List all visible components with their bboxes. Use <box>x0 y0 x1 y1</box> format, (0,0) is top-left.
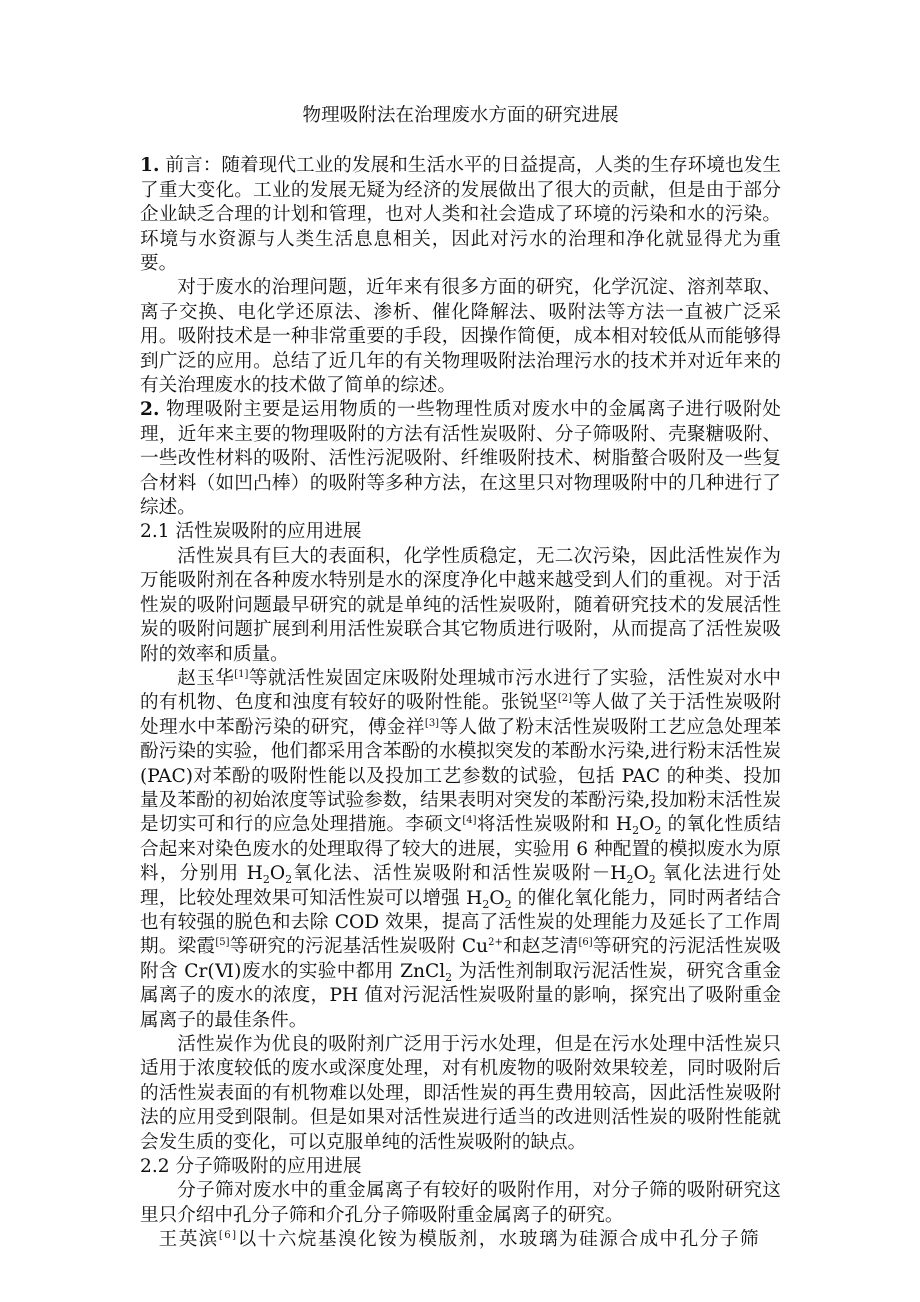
section-2-2-paragraph-1: 分子筛对废水中的重金属离子有较好的吸附作用，对分子筛的吸附研究这里只介绍中孔分子筛和介孔分子筛吸附重金属离子的研究。 <box>140 1180 781 1226</box>
text-run: 氧化法、活性炭吸附和活性炭吸附－H <box>292 863 627 885</box>
subscript-2: 2 <box>445 970 453 984</box>
text-run: 氧化法进行处理，比较处理效果可知活性炭可以增强 H <box>140 863 781 909</box>
text-run: 的催化氧化能力，同时两者结合也有较强的脱色和去除 COD 效果，提高了活性炭的处理能力及延长了工作周期。梁霞 <box>140 887 781 958</box>
subscript-2: 2 <box>262 873 270 887</box>
text-run: 和赵芝清 <box>502 936 579 958</box>
section-1-paragraph-2: 对于废水的治理问题，近年来有很多方面的研究，化学沉淀、溶剂萃取、离子交换、电化学还原法、渗析、催化降解法、吸附法等方法一直被广泛采用。吸附技术是一种非常重要的手段，因操作简便，成本相对较低从而能够得到广泛的应用。总结了近几年的有关物理吸附法治理污水的技术并对近年来的有关治理废水的技术做了简单的综述。 <box>140 277 781 397</box>
document-page <box>140 104 781 1253</box>
section-2-1-paragraph-3: 活性炭作为优良的吸附剂广泛用于污水处理，但是在污水处理中活性炭只适用于浓度较低的废水或深度处理，对有机废物的吸附效果较差，同时吸附后的活性炭表面的有机物难以处理，即活性炭的再生费用较高，因此活性炭吸附法的应用受到限制。但是如果对活性炭进行适当的改进则活性炭的吸附性能就会发生质的变化，可以克服单纯的活性炭吸附的缺点。 <box>140 1034 781 1153</box>
section-2-1-paragraph-2 <box>140 667 781 1033</box>
superscript-charge: 2+ <box>488 937 503 949</box>
section-2-2-heading: 2.2 分子筛吸附的应用进展 <box>140 1156 362 1178</box>
text-run: O <box>269 863 286 885</box>
text-run: 等就活性炭固定床吸附处理城市污水进行了实验，活性炭对水中的有机物、色度和浊度有较好的吸附性能。张锐坚 <box>140 667 781 714</box>
section-2-2-paragraph-2 <box>140 1228 781 1252</box>
text-run: 等人做了关于活性炭吸附处理水中苯酚污染的研究，傅金祥 <box>140 692 781 738</box>
subscript-2: 2 <box>654 824 662 838</box>
subscript-2: 2 <box>504 897 512 911</box>
text-run: 等研究的污泥活性炭吸附含 Cr(Ⅵ)废水的实验中都用 ZnCl <box>140 936 781 982</box>
section-2-paragraph-1 <box>140 398 781 520</box>
text-run: 王英滨 <box>158 1229 219 1251</box>
text-run: 等人做了粉末活性炭吸附工艺应急处理苯酚污染的实验，他们都采用含苯酚的水模拟突发的苯酚水污染,进行粉末活性炭(PAC)对苯酚的吸附性能以及投加工艺参数的试验，包括 PAC 的种类、投加量及苯酚的初始浓度等试验参数，结果表明对突发的苯酚污染,投加粉末活性炭是切实可和行的应急处理措施。李硕文 <box>140 716 781 836</box>
subscript-2: 2 <box>632 824 640 838</box>
subscript-2: 2 <box>285 873 293 887</box>
citation-6: [6] <box>578 937 593 949</box>
citation-6: [6] <box>218 1230 238 1242</box>
citation-1: [1] <box>234 668 249 680</box>
section-1-number: 1. <box>140 155 160 177</box>
text-run: 等研究的污泥基活性炭吸附 Cu <box>229 936 489 958</box>
citation-3: [3] <box>424 717 440 729</box>
section-2-text: 物理吸附主要是运用物质的一些物理性质对废水中的金属离子进行吸附处理，近年来主要的物理吸附的方法有活性炭吸附、分子筛吸附、壳聚糖吸附、一些改性材料的吸附、活性污泥吸附、纤维吸附技术、树脂螯合吸附及一些复合材料（如凹凸棒）的吸附等多种方法，在这里只对物理吸附中的几种进行了综述。 <box>140 399 781 519</box>
section-2-number: 2. <box>140 399 160 421</box>
text-run: 为活性剂制取污泥活性炭，研究含重金属离子的废水的浓度，PH 值对污泥活性炭吸附量的影响，探究出了吸附重金属离子的最佳条件。 <box>140 960 781 1031</box>
text-run: O <box>639 814 655 836</box>
subscript-2: 2 <box>648 873 656 887</box>
citation-4: [4] <box>462 815 477 827</box>
text-run: 的氧化性质结合起来对染色废水的处理取得了较大的进展，实验用 6 种配置的模拟废水为原料，分别用 H <box>140 814 781 885</box>
subscript-2: 2 <box>626 873 634 887</box>
document-title: 物理吸附法在治理废水方面的研究进展 <box>302 105 619 126</box>
citation-5: [5] <box>215 937 230 949</box>
text-run: 将活性炭吸附和 H <box>476 814 633 836</box>
section-1-paragraph-1 <box>140 154 781 276</box>
section-2-1-heading: 2.1 活性炭吸附的应用进展 <box>140 521 362 543</box>
section-1-text: 前言：随着现代工业的发展和生活水平的日益提高，人类的生存环境也发生了重大变化。工业的发展无疑为经济的发展做出了很大的贡献，但是由于部分企业缺乏合理的计划和管理，也对人类和社会造成了环境的污染和水的污染。环境与水资源与人类生活息息相关，因此对污水的治理和净化就显得尤为重要。 <box>140 155 781 275</box>
section-2-1-paragraph-1: 活性炭具有巨大的表面积，化学性质稳定，无二次污染，因此活性炭作为万能吸附剂在各种废水特别是水的深度净化中越来越受到人们的重视。对于活性炭的吸附问题最早研究的就是单纯的活性炭吸附，随着研究技术的发展活性炭的吸附问题扩展到利用活性炭联合其它物质进行吸附，从而提高了活性炭吸附的效率和质量。 <box>140 545 781 665</box>
subscript-2: 2 <box>482 897 490 911</box>
text-run: 以十六烷基溴化铵为模版剂，水玻璃为硅源合成中孔分子筛 <box>237 1229 761 1251</box>
citation-2: [2] <box>557 693 573 705</box>
text-run: 赵玉华 <box>177 667 235 689</box>
text-run: O <box>633 863 649 885</box>
text-run: O <box>489 887 505 909</box>
